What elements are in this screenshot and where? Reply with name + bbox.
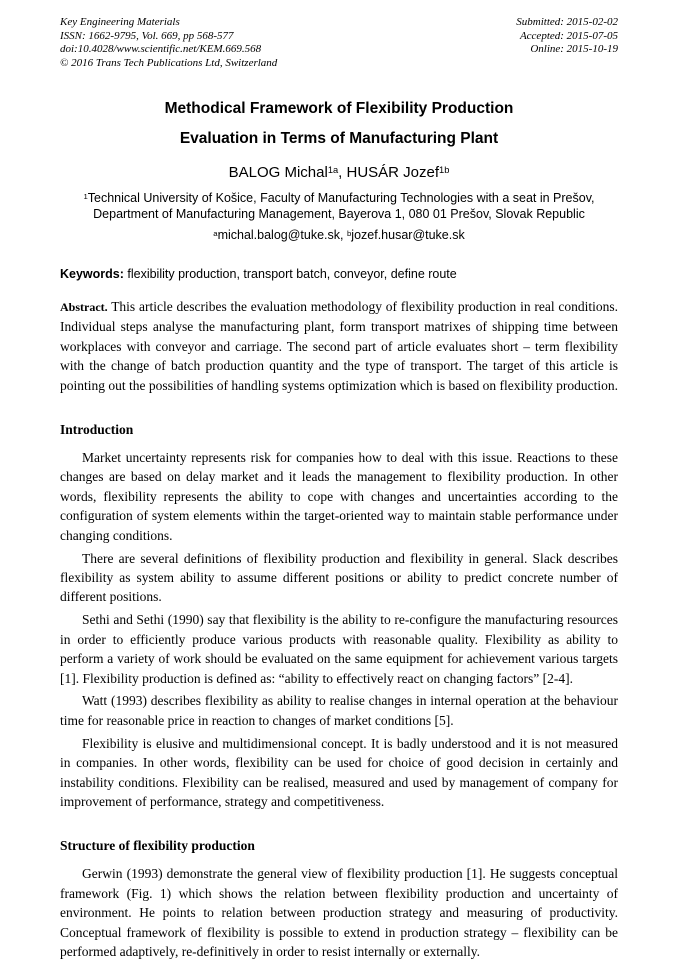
keywords-label: Keywords: [60,267,124,281]
email-a: michal.balog@tuke.sk, [217,228,347,242]
paragraph: Flexibility is elusive and multidimensional concept. It is badly understood and it is not measured in companies. In other words, flexibility can be used for choice of good decision in certainly and instability conditions. Flexibility can be realised, measured and used by management of company for improvement of performance, strategy and competitiveness. [60,735,618,809]
author-separator: , [338,164,347,181]
journal-header-left [60,16,277,70]
section-heading-introduction: Introduction [60,422,134,438]
affiliation-superscript: 1 [83,191,88,201]
affiliation-text: Technical University of Košice, Faculty of Manufacturing Technologies with a seat in Prešov, Department of Manufacturing Management, Bayerova 1, 080 01 Prešov, Slovak Republic [87,191,595,221]
copyright-line: © 2016 Trans Tech Publications Ltd, Switzerland [60,56,278,69]
paper-title-line2: Evaluation in Terms of Manufacturing Plant [179,130,499,147]
paragraph: There are several definitions of flexibility production and flexibility in general. Slack describes flexibility as system ability to assume different positions or ability to predict concrete number of different positions. [60,550,618,605]
journal-header [60,16,618,70]
abstract-paragraph [60,297,618,395]
email-line [60,228,618,243]
paper-title-line1: Methodical Framework of Flexibility Production [164,100,514,117]
author-2: HUSÁR Jozef [346,164,440,181]
doi-line: doi:10.4028/www.scientific.net/KEM.669.568 [60,43,262,55]
section-structure-of-flexibility-production [60,837,618,959]
email-a-superscript: a [213,228,218,238]
author-1: BALOG Michal [228,164,328,181]
issn-volume-line: ISSN: 1662-9795, Vol. 669, pp 568-577 [60,29,234,42]
section-heading-structure: Structure of flexibility production [60,838,255,854]
author-line [60,163,618,183]
author-2-superscript: 1b [439,164,450,175]
paper-title [60,94,618,154]
online-date: Online: 2015-10-19 [530,43,618,55]
section-introduction [60,421,618,811]
paragraph: Market uncertainty represents risk for companies how to deal with this issue. Reactions to these changes are based on delay market and it leads the management to flexibility production. In other words, flexibility represents the ability to cope with changes and uncertainties according to the configuration of system elements within the target-oriented way to maintain stable performance under changing conditions. [60,450,618,543]
journal-header-right [516,16,618,70]
paragraph: Watt (1993) describes flexibility as ability to realise changes in internal operation at the behaviour time for reasonable price in reaction to changes of market conditions [5]. [60,693,618,728]
abstract-label: Abstract. [60,300,108,314]
submitted-date: Submitted: 2015-02-02 [516,16,618,28]
author-1-superscript: 1a [327,164,339,175]
journal-name: Key Engineering Materials [60,16,180,28]
email-b-superscript: b [346,228,352,238]
paragraph: Sethi and Sethi (1990) say that flexibility is the ability to re-configure the manufacturing resources in order to efficiently produce various products with reasonable quality. Flexibility as ability to perform a variety of work should be evaluated on the same equipment for achievement various targets [1]. Flexibility production is defined as: “ability to effectively react on changing factors” [2-4]. [60,612,618,686]
keywords-line [60,266,618,282]
abstract-text: This article describes the evaluation methodology of flexibility production in real conditions. Individual steps analyse the manufacturing plant, form transport matrixes of shipping time between workplaces with conveyor and carriage. The second part of article evaluates short – term flexibility with the change of batch production quantity and the type of transport. The target of this article is pointing out the possibilities of handling systems optimization which is based on flexibility production. [60,299,618,393]
email-b: jozef.husar@tuke.sk [351,228,465,242]
accepted-date: Accepted: 2015-07-05 [519,29,618,42]
affiliation-line [60,191,618,222]
keywords-text: flexibility production, transport batch, conveyor, define route [123,267,457,281]
paragraph: Gerwin (1993) demonstrate the general view of flexibility production [1]. He suggests conceptual framework (Fig. 1) which shows the relation between flexibility production and uncertainty of environment. He points to relation between production strategy and measuring of productivity. Conceptual framework of flexibility is possible to extend in production strategy – flexibility can be performed adaptively, re-definitively in order to resist internally or externally. [60,866,618,959]
